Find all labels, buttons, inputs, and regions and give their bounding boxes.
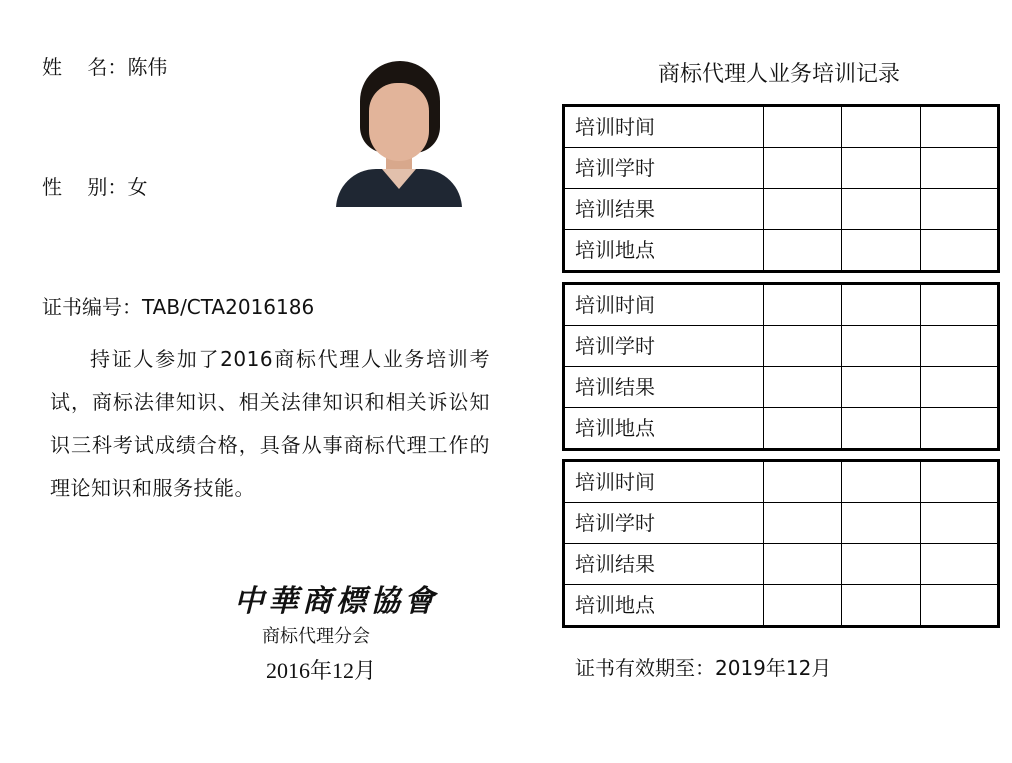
issuer-calligraphy: 中華商標協會: [234, 584, 438, 619]
cert-number-value: TAB/CTA2016186: [142, 295, 315, 319]
row-label: 培训学时: [564, 503, 764, 544]
statement-text: 持证人参加了2016商标代理人业务培训考试，商标法律知识、相关法律知识和相关诉讼知识三科考试成绩合格，具备从事商标代理工作的理论知识和服务技能。: [50, 347, 490, 500]
table-row: [564, 503, 999, 544]
table-row: [564, 189, 999, 230]
row-label: 培训时间: [564, 106, 764, 148]
row-label: 培训时间: [564, 284, 764, 326]
record-table-2: [562, 282, 1000, 451]
table-row: [564, 408, 999, 450]
gender-value: 女: [127, 175, 148, 199]
row-label: 培训结果: [564, 189, 764, 230]
name-field: [42, 55, 167, 79]
row-label: 培训结果: [564, 367, 764, 408]
name-value: 陈伟: [127, 55, 168, 79]
validity-date: [575, 652, 831, 681]
table-row: [564, 585, 999, 627]
table-row: [564, 148, 999, 189]
name-label: 姓 名：: [42, 55, 128, 79]
issue-date: 2016年12月: [266, 658, 377, 683]
gender-label: 性 别：: [42, 175, 128, 199]
table-row: [564, 230, 999, 272]
table-row: [564, 544, 999, 585]
cert-number: [42, 295, 314, 319]
row-label: 培训学时: [564, 148, 764, 189]
record-table-3: [562, 459, 1000, 628]
row-label: 培训时间: [564, 461, 764, 503]
table-row: [564, 461, 999, 503]
record-title: 商标代理人业务培训记录: [657, 62, 900, 87]
issuer-branch: 商标代理分会: [262, 626, 370, 647]
record-table-1: [562, 104, 1000, 273]
photo-face: [369, 83, 429, 161]
row-label: 培训学时: [564, 326, 764, 367]
validity-label: 证书有效期至：: [575, 656, 715, 680]
table-row: [564, 367, 999, 408]
validity-value: 2019年12月: [715, 656, 832, 680]
table-row: [564, 106, 999, 148]
table-row: [564, 284, 999, 326]
cert-number-label: 证书编号：: [42, 295, 142, 319]
row-label: 培训地点: [564, 230, 764, 272]
table-row: [564, 326, 999, 367]
row-label: 培训结果: [564, 544, 764, 585]
portrait-photo: [336, 57, 462, 207]
gender-field: [42, 175, 147, 199]
row-label: 培训地点: [564, 585, 764, 627]
row-label: 培训地点: [564, 408, 764, 450]
